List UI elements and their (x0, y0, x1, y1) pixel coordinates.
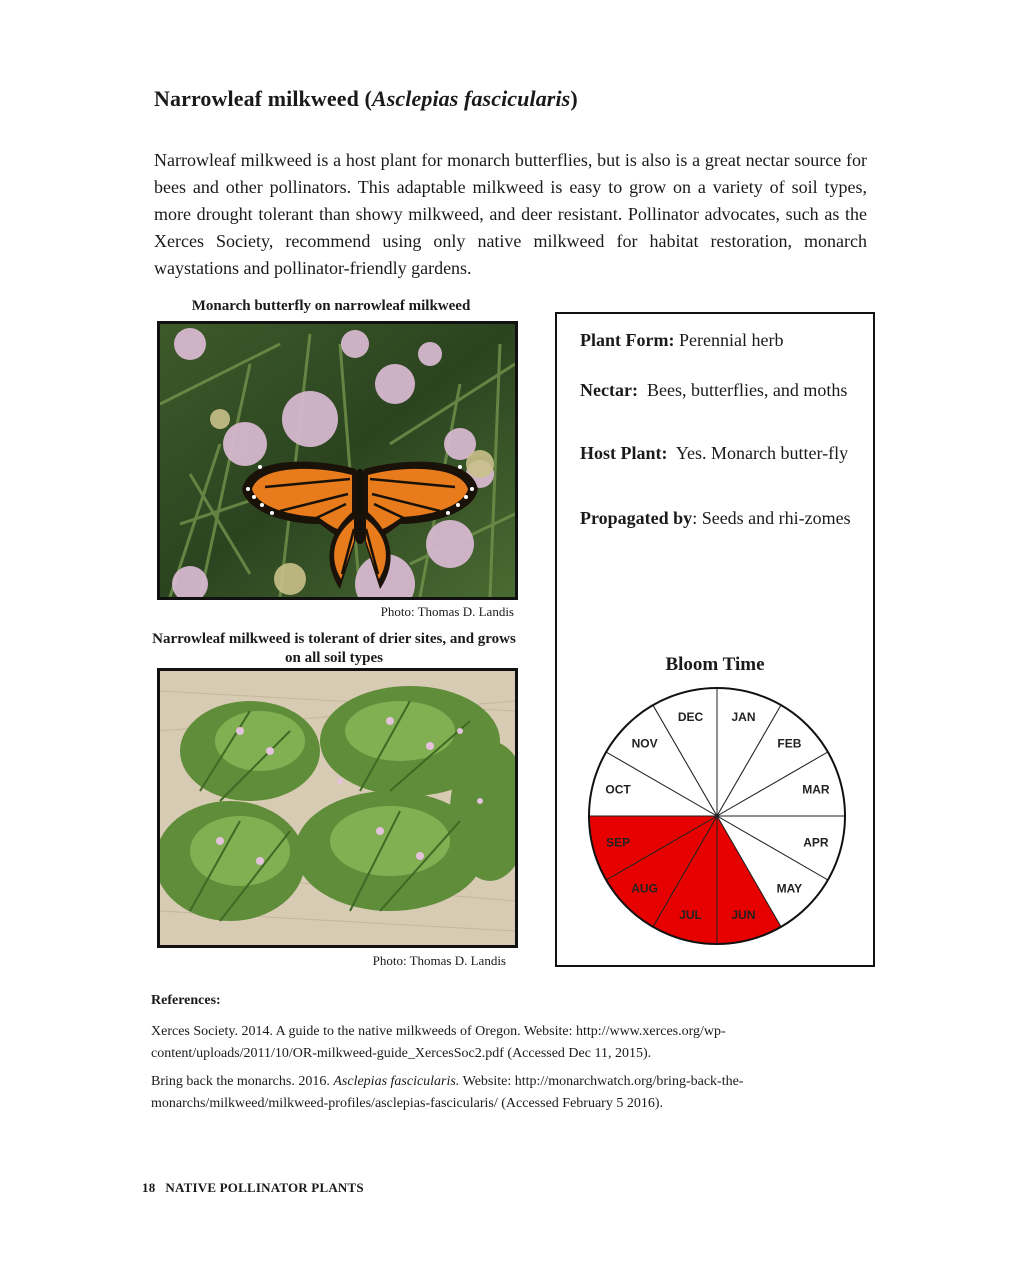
pie-label-may: MAY (776, 881, 803, 896)
plant-info-box (555, 312, 875, 967)
title-close-paren: ) (570, 86, 578, 111)
pie-label-nov: NOV (631, 736, 658, 751)
nectar-field: Nectar: Bees, butterflies, and moths (580, 380, 848, 400)
reference-2: Bring back the monarchs. 2016. Asclepias fascicularis. Website: http://monarchwatch.org/bring-back-the-monarchs/milkweed/milkweed-profiles/asclepias-fascicularis/ (Accessed February 5 2016). (151, 1074, 744, 1111)
photo2-caption: Narrowleaf milkweed is tolerant of drier sites, and grows on all soil types (152, 631, 516, 666)
pie-label-jun: JUN (731, 907, 756, 922)
pie-label-aug: AUG (631, 881, 658, 896)
title-scientific-name: Asclepias fascicularis (371, 86, 571, 111)
page-footer (142, 1180, 374, 1196)
intro-paragraph: Narrowleaf milkweed is a host plant for monarch butterflies, but is also is a great nectar source for bees and other pollinators. This adaptable milkweed is easy to grow on a variety of soil types, more drought tolerant than showy milkweed, and deer resistant. Pollinator advocates, such as the Xerces Society, recommend using only native milkweed for habitat restoration, monarch waystations and pollinator-friendly gardens. (154, 150, 867, 278)
pie-label-dec: DEC (677, 710, 704, 725)
photo2-credit: Photo: Thomas D. Landis (372, 953, 506, 968)
propagated-by-field: Propagated by: Seeds and rhi-zomes (580, 508, 851, 528)
photo1-credit: Photo: Thomas D. Landis (380, 604, 514, 619)
page-number: 18 (142, 1180, 156, 1195)
references-heading: References: (151, 993, 221, 1008)
page-title (154, 86, 578, 112)
reference-1: Xerces Society. 2014. A guide to the native milkweeds of Oregon. Website: http://www.xerces.org/wp-content/uploads/2011/10/OR-milkweed-guide_XercesSoc2.pdf (Accessed Dec 11, 2015). (151, 1024, 726, 1061)
pie-label-oct: OCT (605, 782, 631, 797)
host-plant-field: Host Plant: Yes. Monarch butter-fly (580, 443, 849, 463)
bloom-time-pie-chart (557, 686, 873, 961)
milkweed-field-illustration (160, 671, 515, 945)
plant-form-field: Plant Form: Perennial herb (580, 330, 784, 350)
bloom-time-title: Bloom Time (665, 654, 765, 675)
pie-label-mar: MAR (802, 782, 830, 797)
footer-section-title: NATIVE POLLINATOR PLANTS (165, 1180, 364, 1195)
pie-label-sep: SEP (606, 835, 631, 850)
monarch-butterfly-illustration (160, 324, 515, 597)
pie-label-feb: FEB (777, 736, 802, 751)
title-common-name: Narrowleaf milkweed ( (154, 86, 372, 111)
narrowleaf-milkweed-field-photo (157, 668, 518, 948)
monarch-butterfly-photo (157, 321, 518, 600)
photo1-caption: Monarch butterfly on narrowleaf milkweed (191, 298, 471, 314)
pie-label-jul: JUL (679, 907, 702, 922)
pie-label-jan: JAN (731, 710, 756, 725)
pie-label-apr: APR (803, 835, 829, 850)
